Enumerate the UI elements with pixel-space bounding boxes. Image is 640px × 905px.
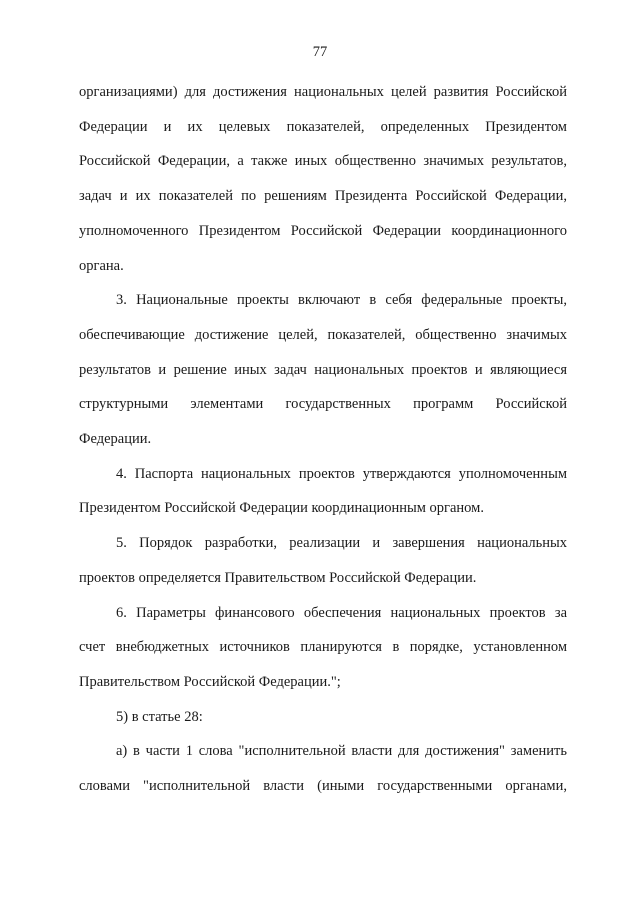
text-line: Российской Федерации, а также иных общественно значимых результатов, bbox=[79, 153, 567, 170]
text-line: уполномоченного Президентом Российской Федерации координационного bbox=[79, 222, 567, 239]
text-line: Федерации и их целевых показателей, определенных Президентом bbox=[79, 118, 567, 135]
paragraph-item-3 bbox=[79, 283, 567, 457]
text-line: 5. Порядок разработки, реализации и завершения национальных bbox=[116, 535, 567, 552]
text-line: счет внебюджетных источников планируются в порядке, установленном bbox=[79, 639, 567, 656]
page-number: 77 bbox=[312, 44, 328, 60]
text-line: структурными элементами государственных программ Российской bbox=[79, 396, 567, 413]
paragraph-article-28 bbox=[79, 700, 567, 735]
text-line: обеспечивающие достижение целей, показателей, общественно значимых bbox=[79, 326, 567, 343]
document-body bbox=[79, 75, 567, 804]
text-line: задач и их показателей по решениям Президента Российской Федерации, bbox=[79, 188, 567, 205]
text-line: организациями) для достижения национальных целей развития Российской bbox=[79, 84, 567, 100]
text-line: органа. bbox=[79, 257, 124, 274]
text-line: 3. Национальные проекты включают в себя федеральные проекты, bbox=[116, 292, 567, 309]
text-line: Федерации. bbox=[79, 431, 152, 448]
text-line: результатов и решение иных задач национальных проектов и являющиеся bbox=[79, 361, 567, 378]
paragraph-item-6 bbox=[79, 596, 567, 700]
text-line: словами "исполнительной власти (иными государственными органами, bbox=[79, 778, 567, 795]
text-line: а) в части 1 слова "исполнительной власти для достижения" заменить bbox=[116, 743, 567, 760]
text-line: Президентом Российской Федерации координационным органом. bbox=[79, 500, 484, 517]
text-line: 4. Паспорта национальных проектов утверждаются уполномоченным bbox=[116, 465, 567, 482]
paragraph-item-4 bbox=[79, 457, 567, 526]
paragraph-item-5 bbox=[79, 526, 567, 595]
text-line: Правительством Российской Федерации."; bbox=[79, 673, 341, 690]
text-line: проектов определяется Правительством Российской Федерации. bbox=[79, 569, 477, 586]
text-line: 5) в статье 28: bbox=[116, 708, 203, 725]
paragraph-continuation bbox=[79, 75, 567, 283]
paragraph-subitem-a bbox=[79, 734, 567, 803]
text-line: 6. Параметры финансового обеспечения национальных проектов за bbox=[116, 604, 567, 621]
